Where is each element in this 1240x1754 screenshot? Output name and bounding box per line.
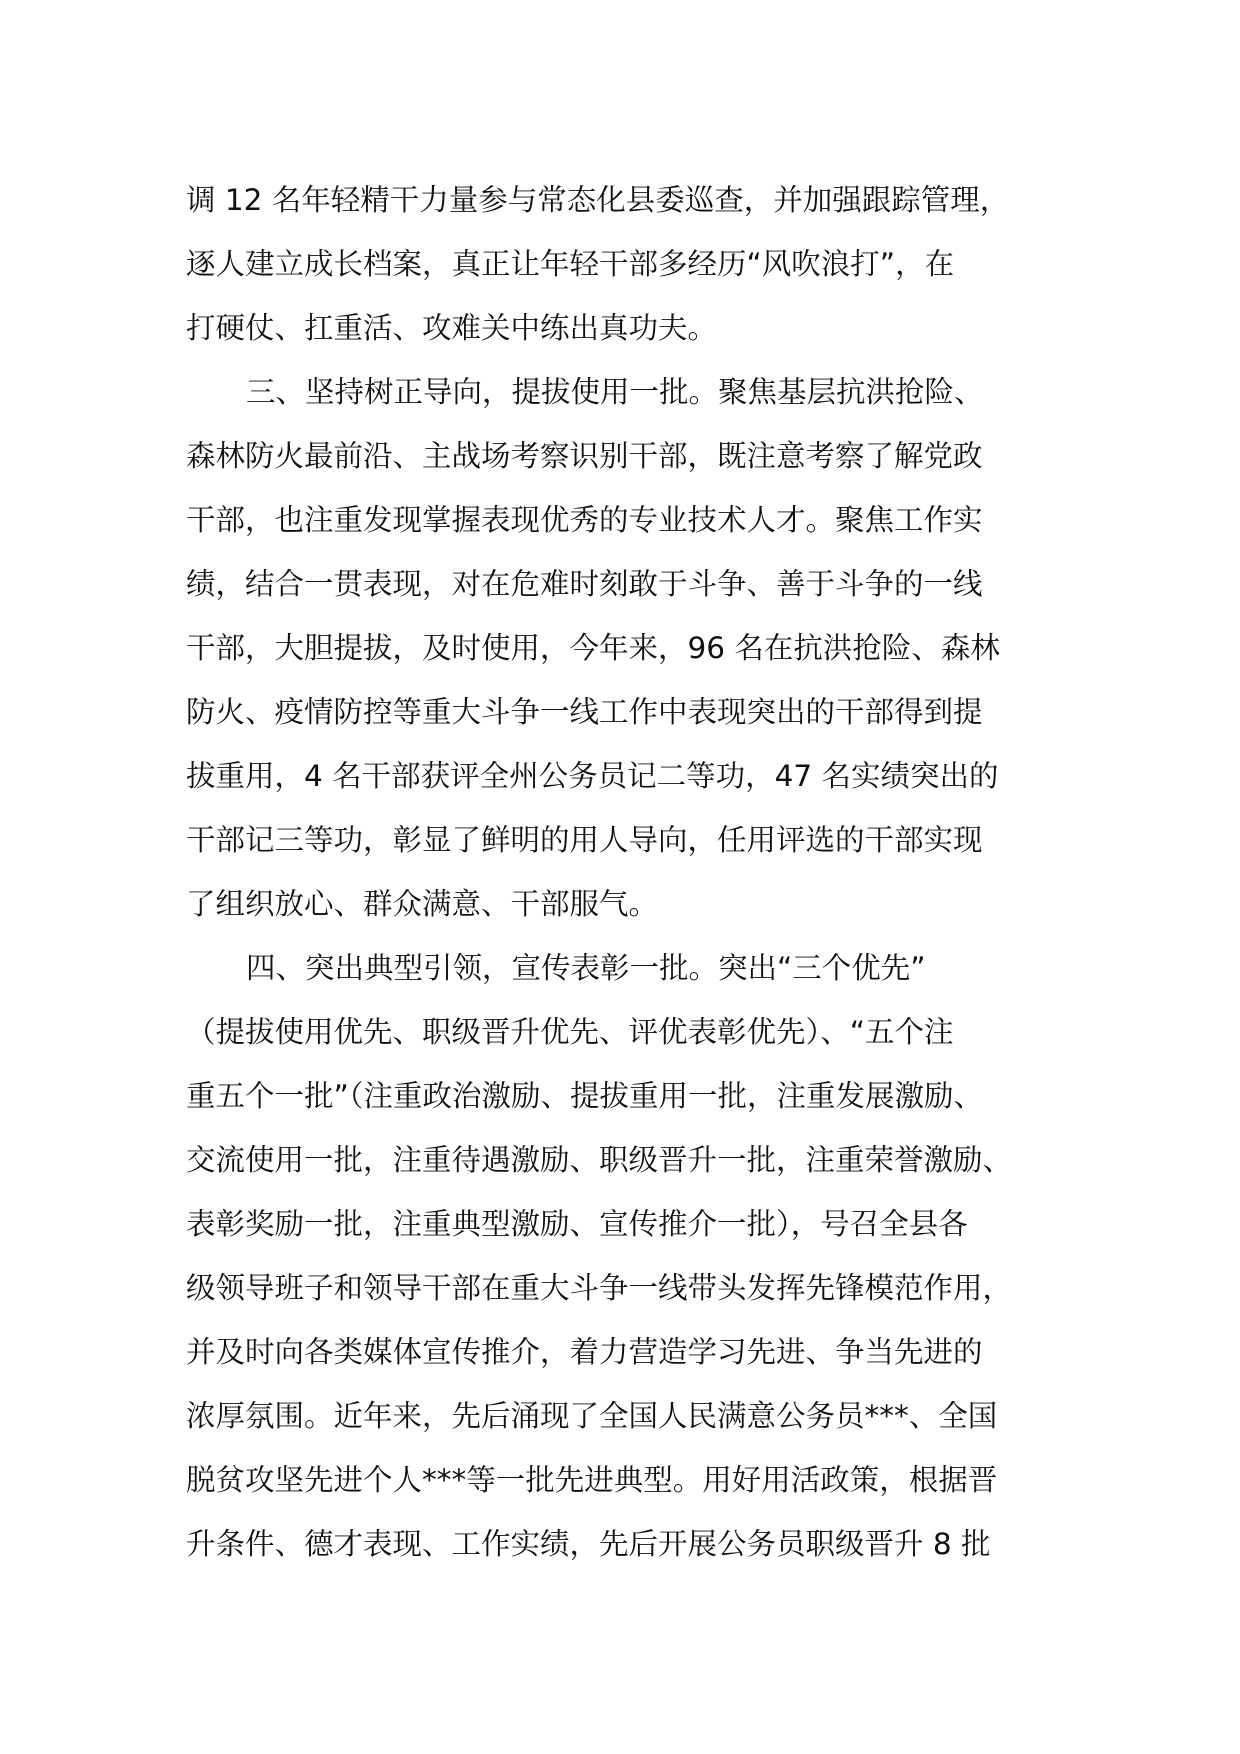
text-line: 拔重用，4 名干部获评全州公务员记二等功，47 名实绩突出的 [186,759,999,793]
section-three-heading-line: 三、坚持树正导向，提拔使用一批。聚焦基层抗洪抢险、 [246,375,984,409]
section-four-heading-line: 四、突出典型引领，宣传表彰一批。突出“三个优先” [246,951,926,985]
text-line: 级领导班子和领导干部在重大斗争一线带头发挥先锋模范作用， [186,1271,1013,1305]
text-line: 调 12 名年轻精干力量参与常态化县委巡查，并加强跟踪管理， [186,183,1010,217]
text-line: 交流使用一批，注重待遇激励、职级晋升一批，注重荣誉激励、 [186,1143,1013,1177]
text-line: 干部记三等功，彰显了鲜明的用人导向，任用评选的干部实现 [186,823,983,857]
text-line: 防火、疫情防控等重大斗争一线工作中表现突出的干部得到提 [186,695,983,729]
text-line: （提拔使用优先、职级晋升优先、评优表彰优先）、“五个注 [186,1015,954,1049]
text-line: 森林防火最前沿、主战场考察识别干部，既注意考察了解党政 [186,439,983,473]
text-line: 逐人建立成长档案，真正让年轻干部多经历“风吹浪打”，在 [186,247,955,281]
text-line: 浓厚氛围。近年来，先后涌现了全国人民满意公务员***、全国 [186,1399,998,1433]
text-line: 了组织放心、群众满意、干部服气。 [186,887,659,921]
text-line: 表彰奖励一批，注重典型激励、宣传推介一批），号召全县各 [186,1207,968,1241]
body-text [186,168,1086,1576]
text-line: 打硬仗、扛重活、攻难关中练出真功夫。 [186,311,718,345]
text-line: 干部，也注重发现掌握表现优秀的专业技术人才。聚焦工作实 [186,503,983,537]
text-line: 干部，大胆提拔，及时使用，今年来，96 名在抗洪抢险、森林 [186,631,1000,665]
text-line: 重五个一批”（注重政治激励、提拔重用一批，注重发展激励、 [186,1079,984,1113]
text-line: 并及时向各类媒体宣传推介，着力营造学习先进、争当先进的 [186,1335,983,1369]
text-line: 绩，结合一贯表现，对在危难时刻敢于斗争、善于斗争的一线 [186,567,983,601]
text-line: 脱贫攻坚先进个人***等一批先进典型。用好用活政策，根据晋 [186,1463,998,1497]
text-line: 升条件、德才表现、工作实绩，先后开展公务员职级晋升 8 批 [186,1527,991,1561]
